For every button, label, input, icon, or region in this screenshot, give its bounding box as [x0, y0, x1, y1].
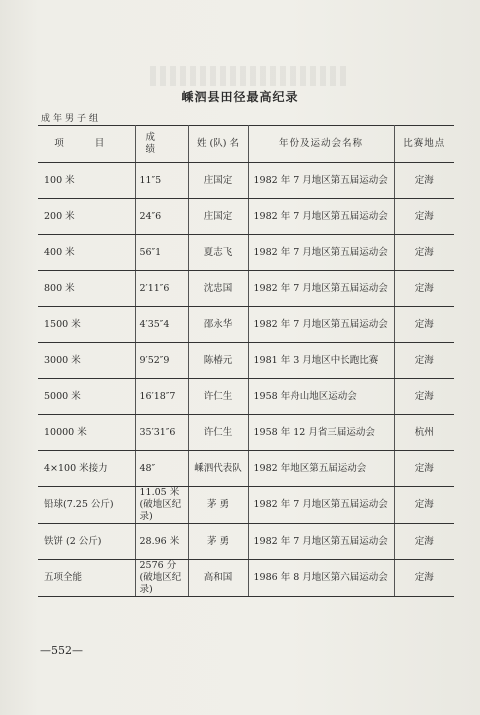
table-row	[38, 560, 454, 597]
cell-location: 定海	[394, 379, 454, 415]
cell-event: 1500 米	[38, 307, 135, 343]
cell-meet: 1982 年 7 月地区第五届运动会	[248, 307, 394, 343]
cell-result: 28.96 米	[135, 524, 188, 560]
header-location: 比赛地点	[394, 126, 454, 163]
cell-location: 杭州	[394, 415, 454, 451]
header-name: 姓 (队) 名	[188, 126, 248, 163]
table-row	[38, 163, 454, 199]
cell-name: 许仁生	[188, 415, 248, 451]
cell-name: 高和国	[188, 560, 248, 597]
cell-name: 庄国定	[188, 199, 248, 235]
cell-result: 24″6	[135, 199, 188, 235]
cell-location: 定海	[394, 487, 454, 524]
cell-meet: 1982 年 7 月地区第五届运动会	[248, 163, 394, 199]
table-row	[38, 415, 454, 451]
cell-meet: 1982 年 7 月地区第五届运动会	[248, 199, 394, 235]
table-row	[38, 307, 454, 343]
table-row	[38, 199, 454, 235]
cell-event: 铅球(7.25 公斤)	[38, 487, 135, 524]
cell-location: 定海	[394, 343, 454, 379]
cell-event: 800 米	[38, 271, 135, 307]
table-row	[38, 343, 454, 379]
cell-name: 夏志飞	[188, 235, 248, 271]
cell-result: 48″	[135, 451, 188, 487]
cell-location: 定海	[394, 235, 454, 271]
cell-event: 100 米	[38, 163, 135, 199]
bleed-through-text	[150, 66, 350, 86]
cell-result: 11″5	[135, 163, 188, 199]
page-number: —552—	[40, 644, 83, 657]
cell-name: 茅 勇	[188, 487, 248, 524]
page-title: 嵊泗县田径最高纪录	[181, 90, 299, 104]
cell-event: 4×100 米接力	[38, 451, 135, 487]
cell-name: 许仁生	[188, 379, 248, 415]
cell-location: 定海	[394, 451, 454, 487]
table-row	[38, 271, 454, 307]
cell-location: 定海	[394, 560, 454, 597]
cell-meet: 1986 年 8 月地区第六届运动会	[248, 560, 394, 597]
cell-meet: 1981 年 3 月地区中长跑比赛	[248, 343, 394, 379]
table-subtitle: 成年男子组	[41, 114, 102, 124]
cell-location: 定海	[394, 163, 454, 199]
cell-event: 铁饼 (2 公斤)	[38, 524, 135, 560]
table-row	[38, 451, 454, 487]
header-result: 成 绩	[135, 126, 188, 163]
records-table	[38, 125, 454, 597]
cell-event: 400 米	[38, 235, 135, 271]
cell-result: 11.05 米 (破地区纪录)	[135, 487, 188, 524]
cell-location: 定海	[394, 271, 454, 307]
table-row	[38, 487, 454, 524]
table-header-row	[38, 126, 454, 163]
cell-event: 3000 米	[38, 343, 135, 379]
cell-location: 定海	[394, 307, 454, 343]
cell-name: 庄国定	[188, 163, 248, 199]
cell-result: 2′11″6	[135, 271, 188, 307]
cell-result: 2576 分(破地区纪录)	[135, 560, 188, 597]
cell-event: 5000 米	[38, 379, 135, 415]
cell-meet: 1982 年 7 月地区第五届运动会	[248, 487, 394, 524]
cell-event: 五项全能	[38, 560, 135, 597]
cell-meet: 1982 年 7 月地区第五届运动会	[248, 524, 394, 560]
cell-result: 16′18″7	[135, 379, 188, 415]
cell-result: 35′31″6	[135, 415, 188, 451]
cell-result: 4′35″4	[135, 307, 188, 343]
table-row	[38, 524, 454, 560]
cell-meet: 1982 年 7 月地区第五届运动会	[248, 271, 394, 307]
cell-event: 10000 米	[38, 415, 135, 451]
cell-name: 邵永华	[188, 307, 248, 343]
cell-meet: 1982 年地区第五届运动会	[248, 451, 394, 487]
cell-name: 茅 勇	[188, 524, 248, 560]
cell-location: 定海	[394, 199, 454, 235]
cell-name: 嵊泗代表队	[188, 451, 248, 487]
table-row	[38, 235, 454, 271]
table-row	[38, 379, 454, 415]
cell-result: 56″1	[135, 235, 188, 271]
cell-meet: 1982 年 7 月地区第五届运动会	[248, 235, 394, 271]
cell-location: 定海	[394, 524, 454, 560]
cell-name: 陈椿元	[188, 343, 248, 379]
cell-event: 200 米	[38, 199, 135, 235]
header-event: 项 目	[38, 126, 135, 163]
header-meet: 年份及运动会名称	[248, 126, 394, 163]
cell-name: 沈忠国	[188, 271, 248, 307]
cell-meet: 1958 年 12 月省三届运动会	[248, 415, 394, 451]
cell-result: 9′52″9	[135, 343, 188, 379]
cell-meet: 1958 年舟山地区运动会	[248, 379, 394, 415]
